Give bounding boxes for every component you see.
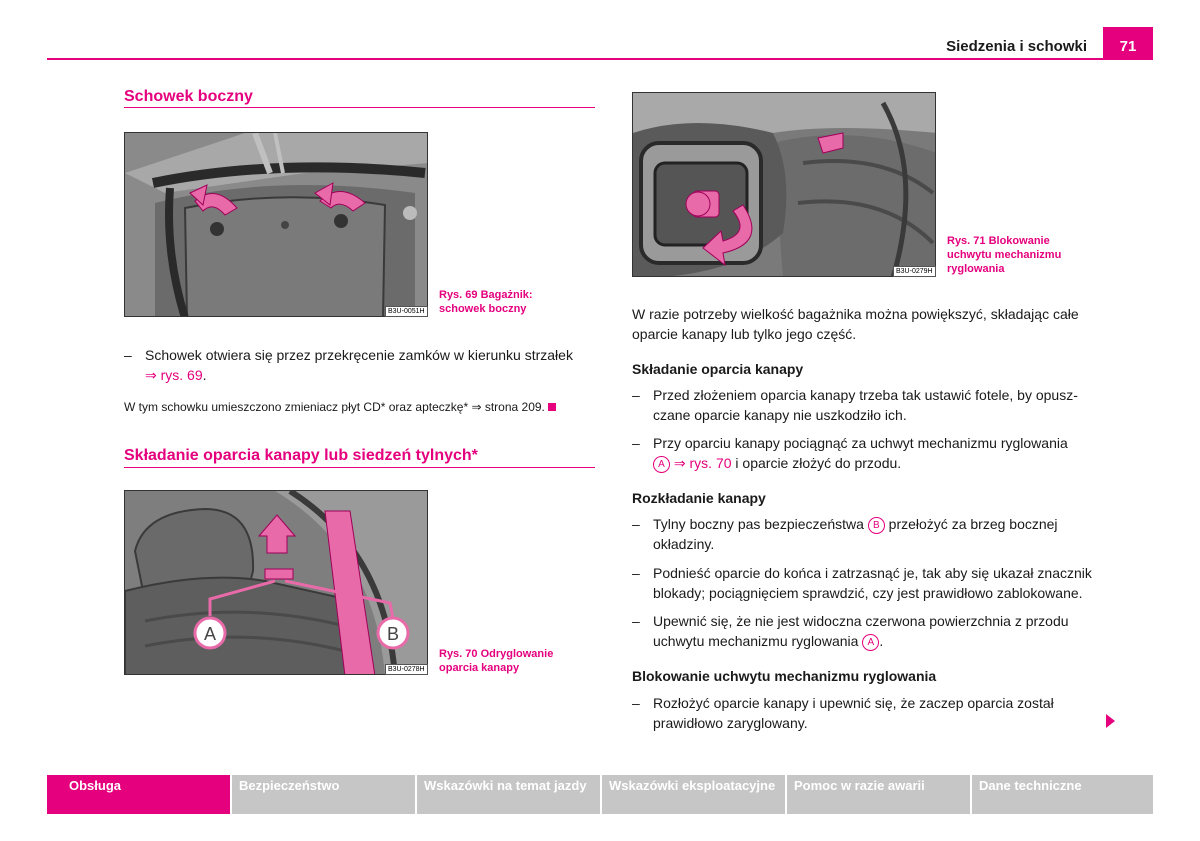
callout-circle-b: B <box>868 517 885 534</box>
subheading-folding: Składanie oparcia kanapy <box>632 361 804 377</box>
tab-dane-techniczne[interactable]: Dane techniczne <box>972 775 1153 814</box>
figure-code: B3U-0278H <box>385 664 428 675</box>
intro-paragraph: W razie potrzeby wielkość bagażnika można powiększyć, składając całe oparcie kanapy lub tylko jego część. <box>632 306 1079 342</box>
callout-circle-a: A <box>653 456 670 473</box>
tab-bezpieczenstwo[interactable]: Bezpieczeństwo <box>232 775 415 814</box>
section-rule <box>124 467 595 468</box>
figure-69-caption: Rys. 69 Bagażnik: schowek boczny <box>439 289 533 315</box>
subheading-locking: Blokowanie uchwytu mechanizmu ryglowania <box>632 668 937 684</box>
figure-link[interactable]: ⇒ rys. 69 <box>145 367 203 383</box>
subheading-unfolding: Rozkładanie kanapy <box>632 490 766 506</box>
figure-code: B3U-0051H <box>385 306 428 317</box>
note-text: W tym schowku umieszczono zmieniacz płyt CD* oraz apteczkę* ⇒ strona 209. <box>124 399 604 415</box>
running-header: Siedzenia i schowki <box>946 38 1087 55</box>
section-rule <box>124 107 595 108</box>
tab-wskazowki-eksploatacyjne[interactable]: Wskazówki eksploatacyjne <box>602 775 785 814</box>
continue-arrow-icon[interactable] <box>1106 714 1115 728</box>
tab-pomoc[interactable]: Pomoc w razie awarii <box>787 775 970 814</box>
figure-70-caption: Rys. 70 Odryglowanie oparcia kanapy <box>439 648 554 674</box>
page-number: 71 <box>1103 27 1153 60</box>
figure-code: B3U-0279H <box>893 266 936 277</box>
figure-71-lock-handle <box>632 92 936 277</box>
figure-70-unlock-backrest <box>124 490 428 675</box>
end-marker <box>548 403 556 411</box>
figure-link[interactable]: ⇒ rys. 70 <box>673 455 732 471</box>
callout-label-b: B <box>386 624 400 644</box>
figure-71-caption: Rys. 71 Blokowanie uchwytu mechanizmu ryglowania <box>947 235 1062 275</box>
tab-wskazowki-jazdy[interactable]: Wskazówki na temat jazdy <box>417 775 600 814</box>
section-heading-side-compartment: Schowek boczny <box>124 88 253 105</box>
figure-69-trunk-compartment <box>124 132 428 317</box>
callout-label-a: A <box>203 624 217 644</box>
header-rule <box>47 58 1153 60</box>
tab-obsluga[interactable]: Obsługa <box>47 775 230 814</box>
callout-circle-a: A <box>862 634 879 651</box>
section-heading-folding-backrest: Składanie oparcia kanapy lub siedzeń tylnych* <box>124 447 478 464</box>
